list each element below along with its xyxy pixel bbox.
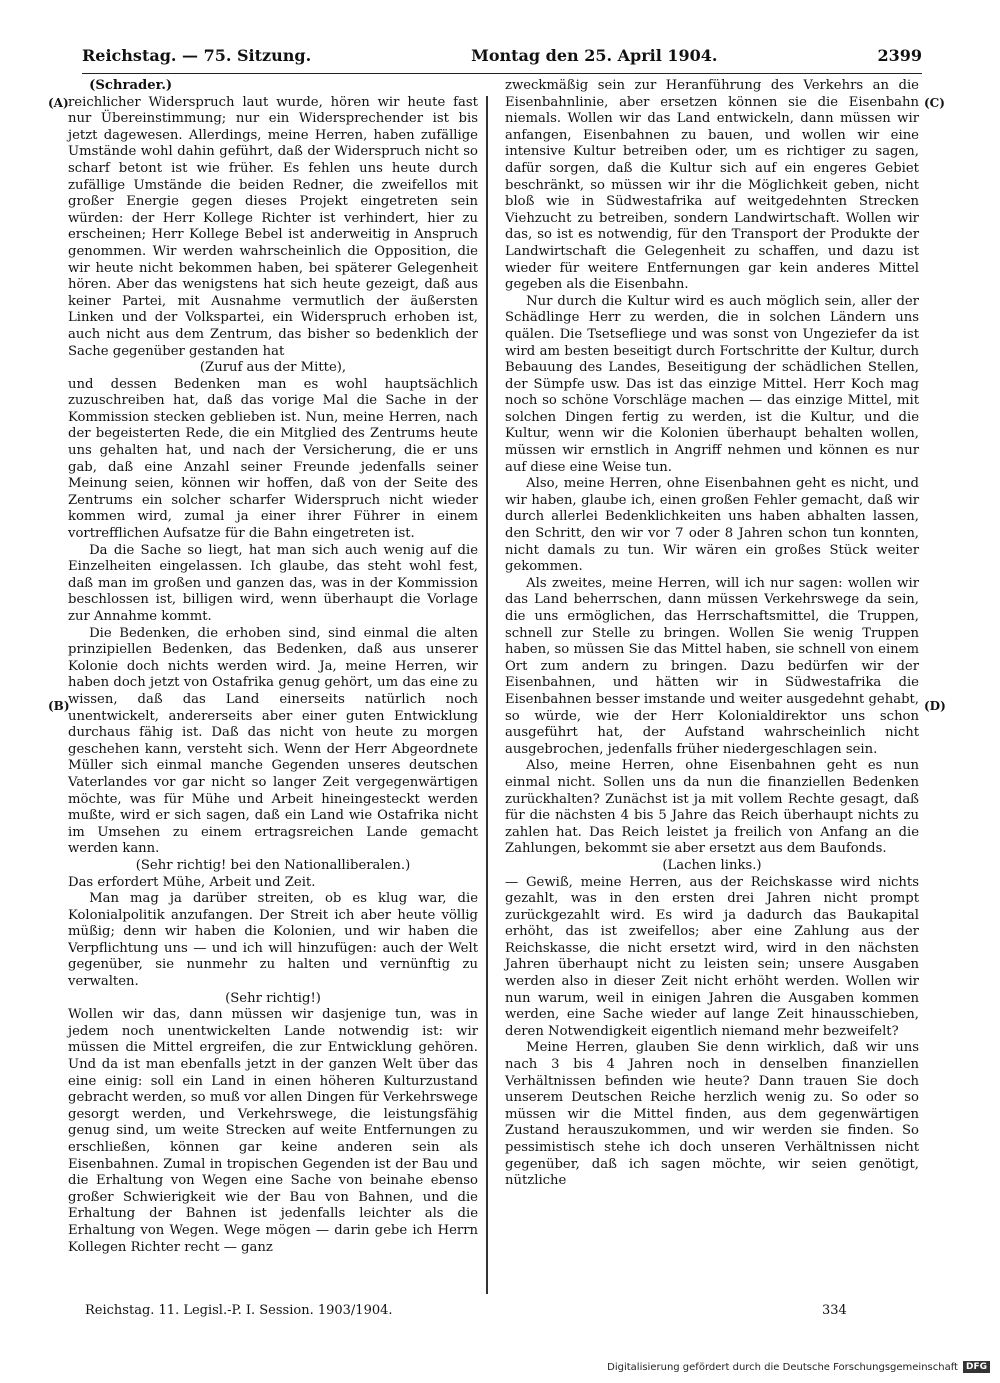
paragraph: Also, meine Herren, ohne Eisenbahnen geht es nicht, und wir haben, glaube ich, einen großen Fehler gemacht, daß wir durch allerlei Bedenklichkeiten uns haben abhalten lassen, den Schritt, den wir vor 7 oder 8 Jahren schon tun konnten, nicht damals zu tun. Wir wären ein großes Stück weiter gekommen. [505, 476, 919, 575]
paragraph: Nur durch die Kultur wird es auch möglich sein, aller der Schädlinge Herr zu werden, die in solchen Ländern uns quälen. Die Tsetsefliege und was sonst von Ungeziefer da ist wird am besten beseitigt durch Fortschritte der Kultur, durch Bebauung des Landes, Beseitigung der schädlichen Stellen, der Sümpfe usw. Das ist das einzige Mittel. Herr Koch mag noch so schöne Vorschläge machen — das einzige Mittel, mit solchen Dingen fertig zu werden, ist die Kultur, und die Kultur, wenn wir die Kolonien überhaupt behalten wollen, müssen wir ernstlich in Angriff nehmen und können es nur auf diese eine Weise tun. [505, 293, 919, 475]
interjection: (Zuruf aus der Mitte), [199, 360, 347, 376]
paragraph: Die Bedenken, die erhoben sind, sind einmal die alten prinzipiellen Bedenken, das Bedenken, daß aus unserer Kolonie doch nichts werden wird. Ja, meine Herren, wir haben doch jetzt von Ostafrika genug gehört, um das eine zu wissen, daß das Land einerseits natürlich noch unentwickelt, andererseits aber einer guten Entwicklung durchaus fähig ist. Daß das nicht von heute zu morgen geschehen kann, versteht sich. Wenn der Herr Abgeordnete Müller sich einmal manche Gegenden unseres deutschen Vaterlandes vor gar nicht so langer Zeit vergegenwärtigen möchte, was für Mühe und Arbeit hineingesteckt werden mußte, wird er sich sagen, daß ein Land wie Ostafrika nicht im Umsehen zu einem ertragsreichen Lande gemacht werden kann. [68, 625, 478, 857]
paragraph: — Gewiß, meine Herren, aus der Reichskasse wird nichts gezahlt, was in den ersten drei Jahren nicht prompt zurückgezahlt wird. Es wird ja dadurch das Baukapital erhöht, das ist zweifellos; aber eine Zahlung aus der Reichskasse, die nicht ersetzt wird, wird in den nächsten Jahren überhaupt nicht zu leisten sein; unsere Ausgaben werden also in dieser Zeit nicht erhöht werden. Wollen wir nun warum, weil in einigen Jahren die Ausgaben kommen werden, eine Sache wieder auf lange Zeit hinausschieben, deren Notwendigkeit eigentlich niemand mehr bezweifelt? [505, 874, 919, 1039]
credit-text: Digitalisierung gefördert durch die Deutsche Forschungsgemeinschaft [607, 1361, 958, 1373]
digitization-credit [607, 1361, 990, 1373]
header-date: Montag den 25. April 1904. [471, 46, 718, 65]
paragraph: reichlicher Widerspruch laut wurde, hören wir heute fast nur Übereinstimmung; nur ein Widersprechender ist bis jetzt dagewesen. Allerdings, meine Herren, haben zufällige Umstände wohl dahin geführt, daß der Widerspruch nicht so scharf betont ist wie früher. Es fehlen uns heute durch zufällige Umstände die beiden Redner, die zweifellos mit großer Energie gegen dieses Projekt eingetreten sein würden: der Herr Kollege Richter ist verhindert, hier zu erscheinen; Herr Kollege Bebel ist anderweitig in Anspruch genommen. Wir werden wahrscheinlich die Opposition, die wir heute nicht bekommen haben, bei späterer Gelegenheit hören. Aber das wenigstens hat sich heute gezeigt, daß aus keiner Partei, mit Ausnahme vermutlich der äußersten Linken und der Volkspartei, ein Widerspruch erhoben ist, auch nicht aus dem Zentrum, das bisher so bedenklich der Sache gegenüber gestanden hat [68, 94, 478, 359]
speaker-name: (Schrader.) [89, 78, 173, 93]
paragraph: Als zweites, meine Herren, will ich nur sagen: wollen wir das Land beherrschen, dann müssen Verkehrswege da sein, die uns ermöglichen, das Herrschaftsmittel, die Truppen, schnell zur Stelle zu bringen. Wollen Sie wenig Truppen haben, so müssen Sie das Mittel haben, sie schnell von einem Ort zum andern zu bringen. Dazu bedürfen wir der Eisenbahnen, und hätten wir in Südwestafrika die Eisenbahnen besser imstande und weiter ausgedehnt gehabt, so würde, wie der Herr Kolonialdirektor uns schon ausgeführt hat, der Aufstand wahrscheinlich nicht ausgebrochen, jedenfalls früher niedergeschlagen sein. [505, 575, 919, 757]
paragraph: Wollen wir das, dann müssen wir dasjenige tun, was in jedem noch unentwickelten Lande notwendig ist: wir müssen die Mittel ergreifen, die zur Entwicklung gehören. Und da ist man ebenfalls jetzt in der ganzen Welt über das eine einig: soll ein Land in einen höheren Kulturzustand gebracht werden, so muß vor allen Dingen für Verkehrswege gesorgt werden, und Verkehrswege, die leistungsfähig genug sind, um weite Strecken auf weite Entfernungen zu erschließen, können gar keine anderen sein als Eisenbahnen. Zumal in tropischen Gegenden ist der Bau und die Erhaltung von Wegen eine Sache von beinahe ebenso großer Schwierigkeit wie der Bau von Bahnen, und die Erhaltung der Bahnen ist jedenfalls leichter als die Erhaltung von Wegen. Wege mögen — darin gebe ich Herrn Kollegen Richter recht — ganz [68, 1007, 478, 1255]
footer-sheet-number: 334 [822, 1303, 847, 1318]
column-divider [486, 96, 488, 1294]
interjection: (Sehr richtig! bei den Nationalliberalen.) [135, 857, 411, 873]
page-header [82, 46, 922, 74]
paragraph: und dessen Bedenken man es wohl hauptsächlich zuzuschreiben hat, daß das vorige Mal die Sache in der Kommission stecken geblieben ist. Nun, meine Herren, nach der begeisterten Rede, die ein Mitglied des Zentrums heute uns gehalten hat, und nach der Versicherung, die er uns gab, daß eine Anzahl seiner Freunde jedenfalls seiner Meinung seien, können wir hoffen, daß von der Seite des Zentrums ein solcher scharfer Widerspruch nicht wieder kommen wird, zumal ja einer ihrer Führer in einem vortrefflichen Aufsatze für die Bahn eingetreten ist. [68, 376, 478, 542]
margin-marker-d: (D) [924, 699, 946, 713]
page-number: 2399 [877, 46, 922, 65]
text-column-right [505, 78, 919, 1190]
paragraph: zweckmäßig sein zur Heranführung des Verkehrs an die Eisenbahnlinie, aber ersetzen können sie die Eisenbahn niemals. Wollen wir das Land entwickeln, dann müssen wir anfangen, Eisenbahnen zu bauen, und wollen wir eine intensive Kultur betreiben oder, um es richtiger zu sagen, dafür sorgen, daß die Kultur sich auf ein engeres Gebiet beschränkt, so müssen wir ihr die Möglichkeit geben, nicht bloß wie in Südwestafrika auf weitgedehnten Strecken Viehzucht zu betreiben, sondern Landwirtschaft. Wollen wir das, so ist es notwendig, für den Transport der Produkte der Landwirtschaft die Gelegenheit zu schaffen, und dazu ist wieder für weitere Entfernungen gar kein anderes Mittel gegeben als die Eisenbahn. [505, 78, 919, 293]
header-left: Reichstag. — 75. Sitzung. [82, 46, 312, 65]
paragraph: Das erfordert Mühe, Arbeit und Zeit. [68, 874, 316, 890]
margin-marker-a: (A) [48, 96, 69, 110]
dfg-logo: DFG [963, 1361, 990, 1373]
paragraph: Meine Herren, glauben Sie denn wirklich, daß wir uns nach 3 bis 4 Jahren noch in denselben finanziellen Verhältnissen befinden wie heute? Dann trauen Sie doch unserem Deutschen Reiche herzlich wenig zu. So oder so müssen wir die Mittel finden, aus dem gegenwärtigen Zustand herauszukommen, und wir werden sie finden. So pessimistisch stehe ich doch unseren Verhältnissen nicht gegenüber, daß ich sagen möchte, wir seien genötigt, nützliche [505, 1040, 919, 1189]
paragraph: Man mag ja darüber streiten, ob es klug war, die Kolonialpolitik anzufangen. Der Streit ich aber heute völlig müßig; denn wir haben die Kolonien, und wir haben die Verpflichtung uns — und ich will hinzufügen: auch der Welt gegenüber, sie nunmehr zu halten und vernünftig zu verwalten. [68, 891, 478, 990]
footer-session-info: Reichstag. 11. Legisl.-P. I. Session. 1903/1904. [85, 1303, 393, 1318]
paragraph: Da die Sache so liegt, hat man sich auch wenig auf die Einzelheiten eingelassen. Ich glaube, das steht wohl fest, daß man im großen und ganzen das, was in der Kommission beschlossen ist, billigen wird, wenn überhaupt die Vorlage zur Annahme kommt. [68, 542, 478, 624]
margin-marker-c: (C) [924, 96, 945, 110]
interjection: (Sehr richtig!) [225, 990, 321, 1006]
margin-marker-b: (B) [48, 699, 70, 713]
interjection: (Lachen links.) [662, 857, 762, 873]
text-column-left [68, 78, 478, 1256]
paragraph: Also, meine Herren, ohne Eisenbahnen geht es nun einmal nicht. Sollen uns da nun die finanziellen Bedenken zurückhalten? Zunächst ist ja mit vollem Rechte gesagt, daß für die nächsten 4 bis 5 Jahre das Reich überhaupt nichts zu zahlen hat. Das Reich leistet ja freilich von Anfang an die Zahlungen, bekommt sie aber ersetzt aus dem Baufonds. [505, 758, 919, 857]
